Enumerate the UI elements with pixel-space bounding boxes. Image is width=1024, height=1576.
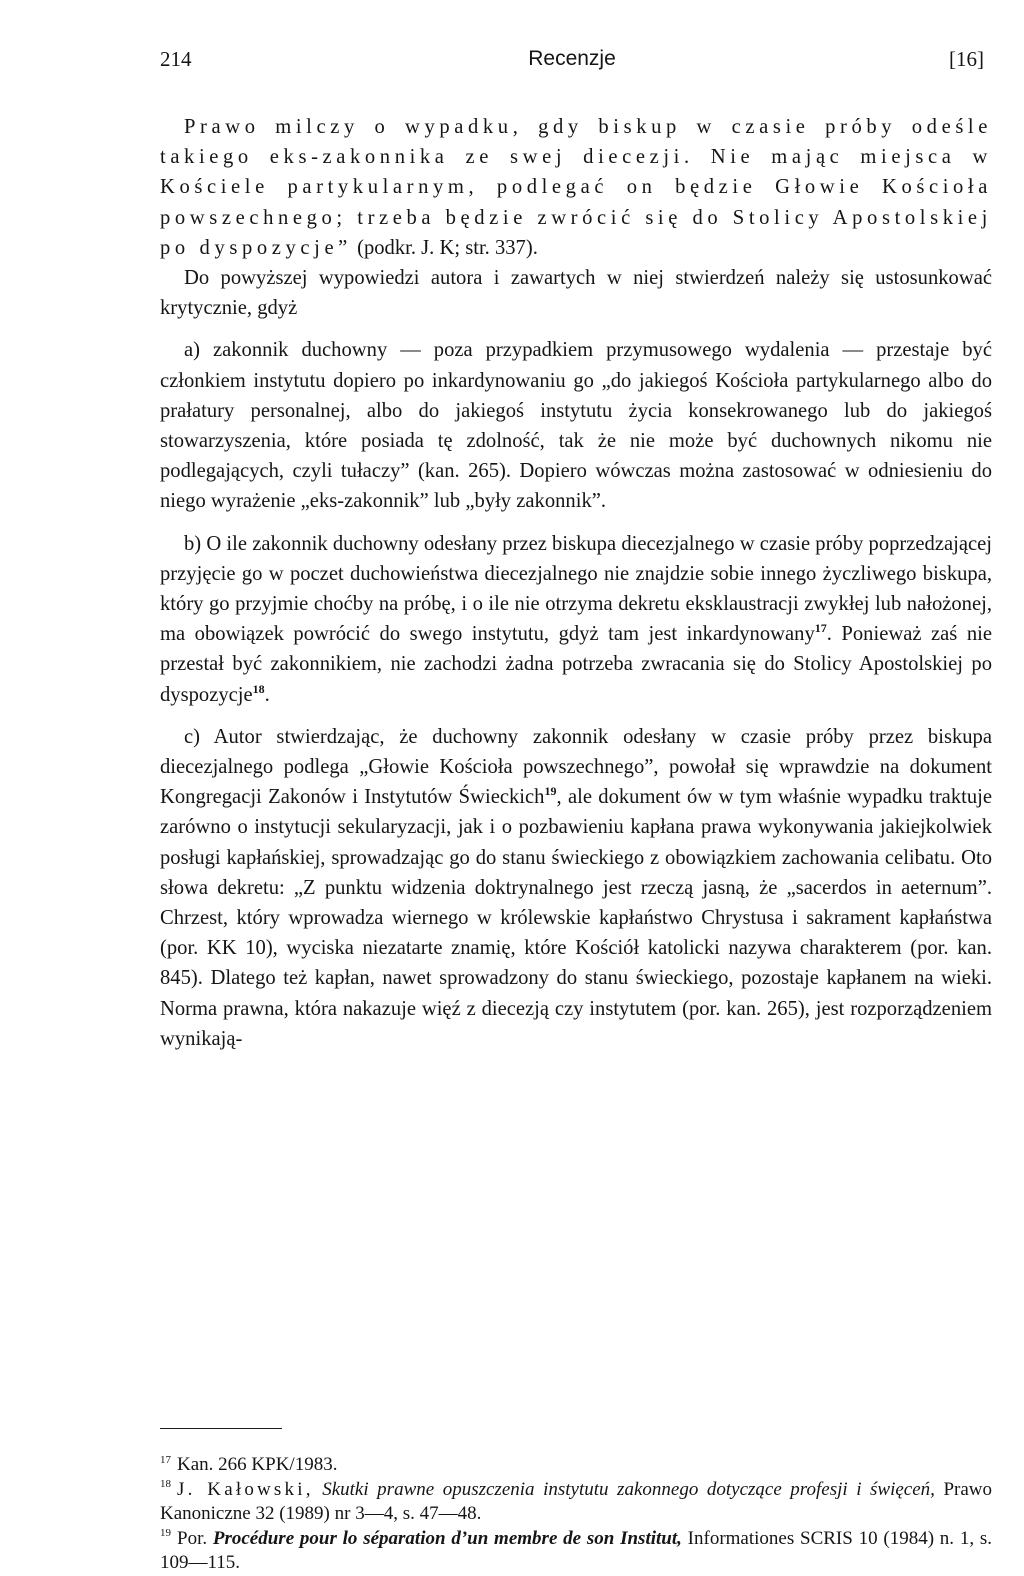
footnote-ref-17[interactable]: 17 bbox=[814, 621, 827, 636]
point-c-text-2: , ale dokument ów w tym właśnie wypadku traktuje zarówno o instytucji sekularyzacji, jak i o pozbawieniu kapłana prawa wykonywania jakiejkolwiek posługi kapłańskiej, sprowadzając go do stanu świeckiego z obowiązkiem zachowania celibatu. Oto słowa dekretu: „Z punktu widzenia doktrynalnego jest rzeczą jasną, że „sacerdos in aeternum”. Chrzest, który wprowadza wiernego w królewskie kapłaństwo Chrystusa i sakrament kapłaństwa (por. KK 10), wyciska niezatarte znamię, które Kościół katolicki nazywa charakterem (por. kan. 845). Dlatego też kapłan, nawet sprowadzony do stanu świeckiego, pozostaje kapłanem na wieki. Norma prawna, która nakazuje więź z diecezją czy instytutem (por. kan. 265), jest rozporządzeniem wynikają- bbox=[160, 786, 992, 1050]
point-b-text-3: . bbox=[264, 683, 270, 706]
paragraph-quote bbox=[160, 112, 992, 263]
point-b-text-2: . Ponieważ zaś nie przestał być zakonnikiem, nie zachodzi żadna potrzeba zwracania się do Stolicy Apostolskiej po dyspozycje bbox=[160, 623, 992, 706]
footnote-source: Prawo Kanoniczne 32 (1989) nr 3—4, s. 47—48. bbox=[160, 1478, 992, 1524]
footnote-ref-18[interactable]: 18 bbox=[252, 681, 265, 696]
paragraph-point-b bbox=[160, 529, 992, 710]
section-number: [16] bbox=[949, 47, 984, 71]
quote-spaced-text: Prawo milczy o wypadku, gdy biskup w czasie próby odeśle takiego eks-zakonnika ze swej diecezji. Nie mając miejsca w Kościele partykularnym, podlegać on będzie Głowie Kościoła powszechnego; trzeba będzie zwrócić się do Stolicy Apostolskiej po dyspozycje” bbox=[160, 116, 992, 259]
footnote-divider bbox=[160, 1428, 282, 1429]
footnote-text: Kan. 266 KPK/1983. bbox=[177, 1454, 338, 1475]
main-text bbox=[160, 112, 992, 1054]
page-number: 214 bbox=[160, 47, 192, 71]
paragraph-point-c bbox=[160, 722, 992, 1054]
footnote-title: Skutki prawne opuszczenia instytutu zakonnego dotyczące profesji i święceń, bbox=[313, 1478, 935, 1500]
footnote-author: J. Kałowski, bbox=[177, 1478, 314, 1500]
paragraph-point-a: a) zakonnik duchowny — poza przypadkiem przymusowego wydalenia — przestaje być członkiem instytutu dopiero po inkardynowaniu go „do jakiegoś Kościoła partykularnego albo do prałatury personalnej, albo do jakiegoś instytutu życia konsekrowanego lub do jakiegoś stowarzyszenia, które posiada tę zdolność, tak że nie może być duchownych nikomu nie podlegających, czyli tułaczy” (kan. 265). Dopiero wówczas można zastosować w odniesieniu do niego wyrażenie „eks-zakonnik” lub „były zakonnik”. bbox=[160, 339, 992, 513]
paragraph-critique-intro: Do powyższej wypowiedzi autora i zawartych w niej stwierdzeń należy się ustosunkować krytycznie, gdyż bbox=[160, 267, 992, 320]
running-title: Recenzje bbox=[528, 47, 616, 70]
footnote-lead: Por. bbox=[177, 1527, 213, 1549]
footnote-18 bbox=[160, 1478, 992, 1527]
point-b-text-1: b) O ile zakonnik duchowny odesłany przez biskupa diecezjalnego w czasie próby poprzedzającej przyjęcie go w poczet duchowieństwa diecezjalnego nie znajdzie sobie innego życzliwego biskupa, który go przyjmie choćby na próbę, i o ile nie otrzyma dekretu eksklaustracji zwykłej lub nałożonej, ma obowiązek powrócić do swego instytutu, gdyż tam jest inkardynowany bbox=[160, 532, 992, 646]
footnote-mark: 18 bbox=[160, 1478, 171, 1491]
footnote-source: Informationes SCRIS 10 (1984) n. 1, s. 109—115. bbox=[160, 1527, 992, 1573]
footnote-ref-19[interactable]: 19 bbox=[544, 784, 557, 799]
footnote-19 bbox=[160, 1527, 992, 1576]
point-c-text-1: c) Autor stwierdzając, że duchowny zakonnik odesłany w czasie próby przez biskupa diecezjalnego podlega „Głowie Kościoła powszechnego”, powołał się wprawdzie na dokument Kongregacji Zakonów i Instytutów Świeckich bbox=[160, 725, 992, 809]
footnote-17 bbox=[160, 1453, 992, 1478]
footnote-title: Procédure pour lo séparation d’un membre de son Institut, bbox=[212, 1527, 682, 1549]
footnotes bbox=[160, 1453, 992, 1576]
footnote-mark: 17 bbox=[160, 1453, 171, 1466]
footnote-mark: 19 bbox=[160, 1527, 171, 1540]
quote-citation: (podkr. J. K; str. 337). bbox=[351, 236, 538, 259]
page-header bbox=[160, 44, 984, 74]
